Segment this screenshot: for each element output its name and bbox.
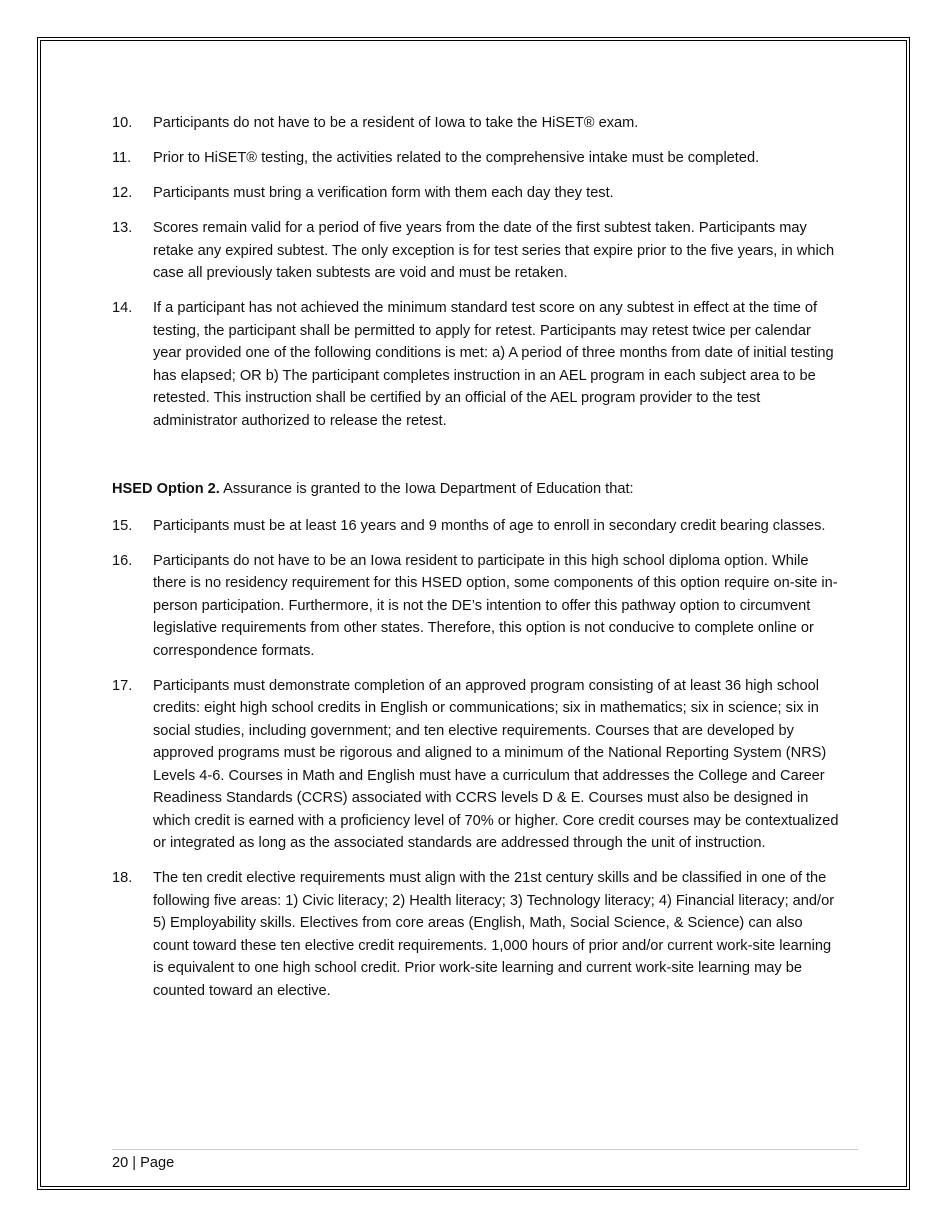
item-text: Participants must demonstrate completion of an approved program consisting of at least 36 high school credits: eight high school credits in English or communications; six in mathematics; six in science; six in social studies, including government; and ten elective requirements. Courses that are developed by approved programs must be rigorous and aligned to a minimum of the National Reporting System (NRS) Levels 4-6. Courses in Math and English must have a curriculum that addresses the College and Career Readiness Standards (CCRS) associated with CCRS levels D & E. Courses must also be designed in which credit is earned with a proficiency level of 70% or higher. Core credit courses may be contextualized or integrated as long as the associated standards are addressed through the unit of instruction.	[153, 677, 839, 851]
list-item	[112, 147, 842, 170]
item-text: Participants do not have to be a resident of Iowa to take the HiSET® exam.	[153, 115, 639, 131]
list-item	[112, 675, 842, 855]
item-number: 11.	[112, 150, 132, 166]
section-heading-bold: HSED Option 2.	[112, 481, 220, 497]
list-item	[112, 515, 842, 538]
list-item	[112, 217, 842, 285]
list-item	[112, 550, 842, 663]
item-text: Prior to HiSET® testing, the activities related to the comprehensive intake must be completed.	[153, 150, 760, 166]
footer-divider	[112, 1149, 858, 1150]
item-number: 12.	[112, 185, 133, 201]
list-bottom	[112, 515, 842, 1003]
section-heading-text: Assurance is granted to the Iowa Department of Education that:	[219, 481, 634, 497]
item-text: Participants must be at least 16 years and 9 months of age to enroll in secondary credit bearing classes.	[153, 517, 826, 534]
item-text: If a participant has not achieved the minimum standard test score on any subtest in effect at the time of testing, the participant shall be permitted to apply for retest. Participants may retest twice per calendar year provided one of the following conditions is met: a) A period of three months from date of initial testing has elapsed; OR b) The participant completes instruction in an AEL program in each subject area to be retested. This instruction shall be certified by an official of the AEL program provider to the test administrator authorized to release the retest.	[153, 300, 834, 429]
section-heading	[112, 478, 842, 501]
item-number: 14.	[112, 300, 133, 316]
item-text: Participants do not have to be an Iowa resident to participate in this high school diploma option. While there is no residency requirement for this HSED option, some components of this option require on-site in-person participation. Furthermore, it is not the DE’s intention to offer this pathway option to circumvent legislative requirements from other states. Therefore, this option is not conducive to complete online or correspondence formats.	[153, 552, 838, 659]
item-text: Scores remain valid for a period of five years from the date of the first subtest taken. Participants may retake any expired subtest. The only exception is for test series that expire prior to the five years, in which case all previously taken subtests are void and must be retaken.	[153, 220, 835, 281]
item-number: 10.	[112, 115, 133, 131]
item-text: The ten credit elective requirements must align with the 21st century skills and be classified in one of the following five areas: 1) Civic literacy; 2) Health literacy; 3) Technology literacy; 4) Financial literacy; and/or 5) Employability skills. Electives from core areas (English, Math, Social Science, & Science) can also count toward these ten elective credit requirements. 1,000 hours of prior and/or current work-site learning is equivalent to one high school credit. Prior work-site learning and current work-site learning may be counted toward an elective.	[153, 870, 835, 999]
item-text: Participants must bring a verification form with them each day they test.	[153, 185, 614, 201]
item-number: 17.	[112, 677, 133, 694]
list-item	[112, 112, 842, 135]
item-number: 16.	[112, 552, 133, 569]
item-number: 15.	[112, 517, 133, 534]
item-number: 18.	[112, 870, 133, 886]
item-number: 13.	[112, 220, 133, 236]
list-item	[112, 297, 842, 432]
list-top	[112, 112, 842, 432]
list-item	[112, 182, 842, 205]
list-item	[112, 867, 842, 1002]
page-number: 20 | Page	[112, 1155, 175, 1171]
document-body	[112, 112, 842, 1015]
